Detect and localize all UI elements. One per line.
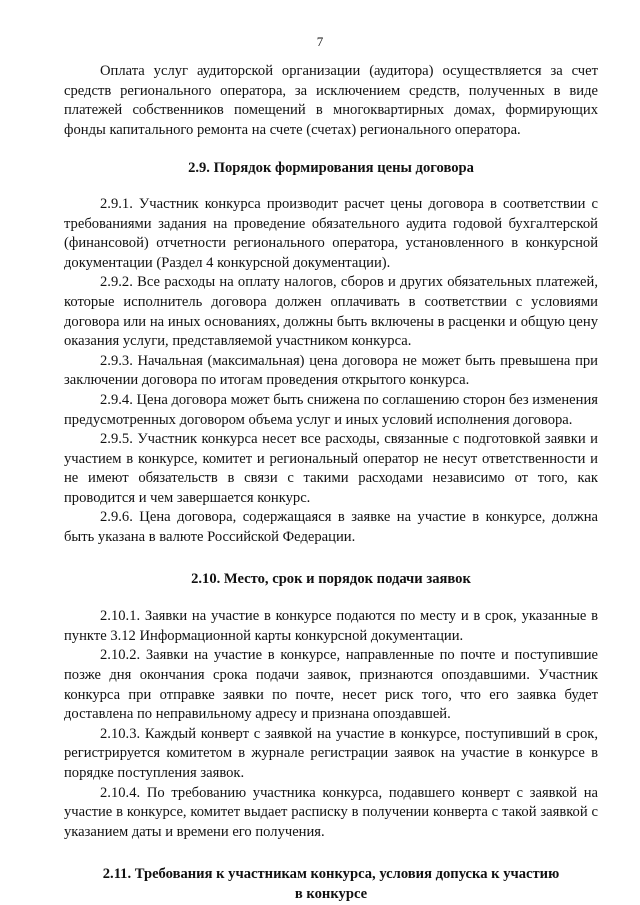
paragraph-2-9-2: 2.9.2. Все расходы на оплату налогов, сборов и других обязательных платежей, которые исполнитель договора должен оплачивать в соответствии с условиями договора или на иных основаниях, должны быть включены в расценки и общую цену оказания услуги, представляемой участником конкурса. — [64, 274, 598, 350]
paragraph-2-10-2: 2.10.2. Заявки на участие в конкурсе, направленные по почте и поступившие позже дня окончания срока подачи заявок, признаются опоздавшими. Участник конкурса при отправке заявки по почте, несет риск того, что его заявка будет доставлена по неправильному адресу и признана опоздавшей. — [64, 647, 598, 723]
section-heading-2-10: 2.10. Место, срок и порядок подачи заявок — [191, 570, 471, 587]
intro-paragraph: Оплата услуг аудиторской организации (аудитора) осуществляется за счет средств регионального оператора, за исключением средств, полученных в виде платежей собственников помещений в многоквартирных домах, формирующих фонды капитального ремонта на счете (счетах) регионального оператора. — [64, 63, 598, 138]
section-heading-2-9: 2.9. Порядок формирования цены договора — [188, 160, 474, 177]
page-number: 7 — [316, 34, 324, 49]
paragraph-2-9-5: 2.9.5. Участник конкурса несет все расходы, связанные с подготовкой заявки и участием в конкурсе, комитет и региональный оператор не несут ответственности и не имеют обязательств в связи с такими расходами независимо от того, как проводится и чем завершается конкурс. — [64, 431, 598, 506]
document-body — [64, 62, 598, 905]
section-heading-2-11 — [64, 865, 598, 904]
paragraph-2-9-6: 2.9.6. Цена договора, содержащаяся в заявке на участие в конкурсе, должна быть указана в валюте Российской Федерации. — [64, 509, 598, 546]
paragraph-2-9-1: 2.9.1. Участник конкурса производит расчет цены договора в соответствии с требованиями задания на проведение обязательного аудита годовой бухгалтерской (финансовой) отчетности регионального оператора, установленного в конкурсной документации (Раздел 4 конкурсной документации). — [64, 195, 598, 271]
paragraph-2-10-1: 2.10.1. Заявки на участие в конкурсе подаются по месту и в срок, указанные в пункте 3.12 Информационной карты конкурсной документации. — [64, 608, 598, 644]
paragraph-2-10-4: 2.10.4. По требованию участника конкурса, подавшего конверт с заявкой на участие в конкурсе, комитет выдает расписку в получении конверта с такой заявкой с указанием даты и времени его получения. — [64, 784, 598, 840]
paragraph-2-9-3: 2.9.3. Начальная (максимальная) цена договора не может быть превышена при заключении договора по итогам проведения открытого конкурса. — [64, 352, 598, 389]
section-heading-2-11-line2: в конкурсе — [294, 885, 368, 902]
paragraph-2-9-4: 2.9.4. Цена договора может быть снижена по соглашению сторон без изменения предусмотренных договором объема услуг и иных условий исполнения договора. — [64, 391, 598, 428]
paragraph-2-10-3: 2.10.3. Каждый конверт с заявкой на участие в конкурсе, поступивший в срок, регистрируется комитетом в журнале регистрации заявок на участие в конкурсе в порядке поступления заявок. — [64, 725, 598, 781]
section-heading-2-11-line1: 2.11. Требования к участникам конкурса, условия допуска к участию — [102, 866, 560, 883]
